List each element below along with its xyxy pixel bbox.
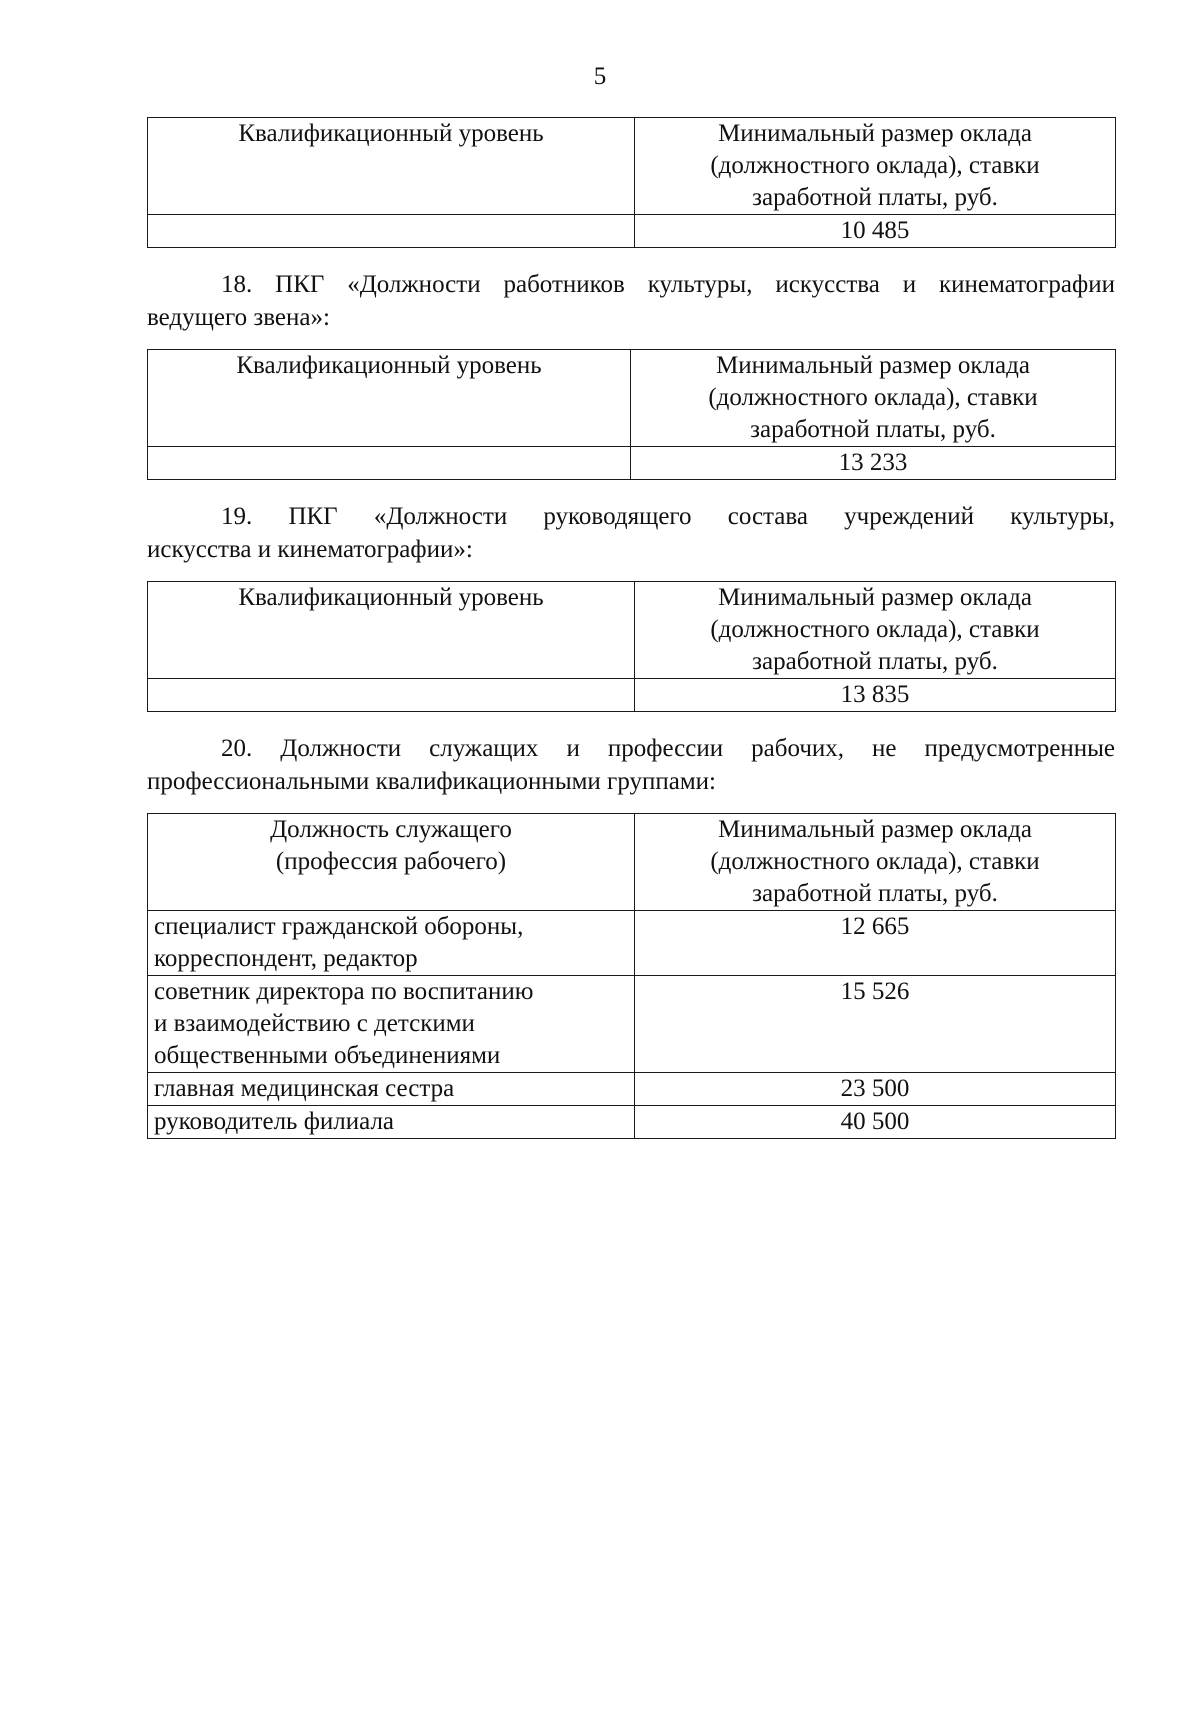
salary-table-20 (147, 813, 1116, 1139)
section-20-heading: 20. Должности служащих и профессии рабочих, не предусмотренные профессиональными квалификационными группами: (147, 735, 1115, 795)
position-cell: советник директора по воспитанию и взаимодействию с детскими общественными объединениями (148, 976, 635, 1073)
header-qualification-level: Квалификационный уровень (148, 118, 635, 215)
position-cell: специалист гражданской обороны, корреспондент, редактор (148, 911, 635, 976)
header-min-salary: Минимальный размер оклада (должностного оклада), ставки заработной платы, руб. (635, 118, 1116, 215)
level-cell (148, 447, 631, 480)
salary-value: 15 526 (635, 976, 1116, 1073)
table-header-row (148, 350, 1116, 447)
table-row (148, 911, 1116, 976)
salary-value: 40 500 (635, 1106, 1116, 1139)
header-min-salary: Минимальный размер оклада (должностного оклада), ставки заработной платы, руб. (631, 350, 1116, 447)
level-cell (148, 215, 635, 248)
salary-table-17 (147, 117, 1116, 248)
table-header-row (148, 814, 1116, 911)
header-qualification-level: Квалификационный уровень (148, 350, 631, 447)
salary-table-19 (147, 581, 1116, 712)
header-position: Должность служащего (профессия рабочего) (148, 814, 635, 911)
header-min-salary: Минимальный размер оклада (должностного оклада), ставки заработной платы, руб. (635, 814, 1116, 911)
header-qualification-level: Квалификационный уровень (148, 582, 635, 679)
table-row (148, 1073, 1116, 1106)
salary-value: 10 485 (635, 215, 1116, 248)
table-row (148, 679, 1116, 712)
level-cell (148, 679, 635, 712)
position-cell: руководитель филиала (148, 1106, 635, 1139)
table-header-row (148, 118, 1116, 215)
salary-value: 23 500 (635, 1073, 1116, 1106)
table-row (148, 1106, 1116, 1139)
table-row (148, 215, 1116, 248)
table-header-row (148, 582, 1116, 679)
section-19-heading: 19. ПКГ «Должности руководящего состава учреждений культуры, искусства и кинематографии»: (147, 503, 1115, 563)
salary-value: 13 835 (635, 679, 1116, 712)
header-min-salary: Минимальный размер оклада (должностного оклада), ставки заработной платы, руб. (635, 582, 1116, 679)
salary-value: 13 233 (631, 447, 1116, 480)
table-row (148, 447, 1116, 480)
salary-value: 12 665 (635, 911, 1116, 976)
salary-table-18 (147, 349, 1116, 480)
section-18-heading: 18. ПКГ «Должности работников культуры, искусства и кинематографии ведущего звена»: (147, 271, 1115, 331)
position-cell: главная медицинская сестра (148, 1073, 635, 1106)
table-row (148, 976, 1116, 1073)
page-number: 5 (593, 63, 607, 90)
